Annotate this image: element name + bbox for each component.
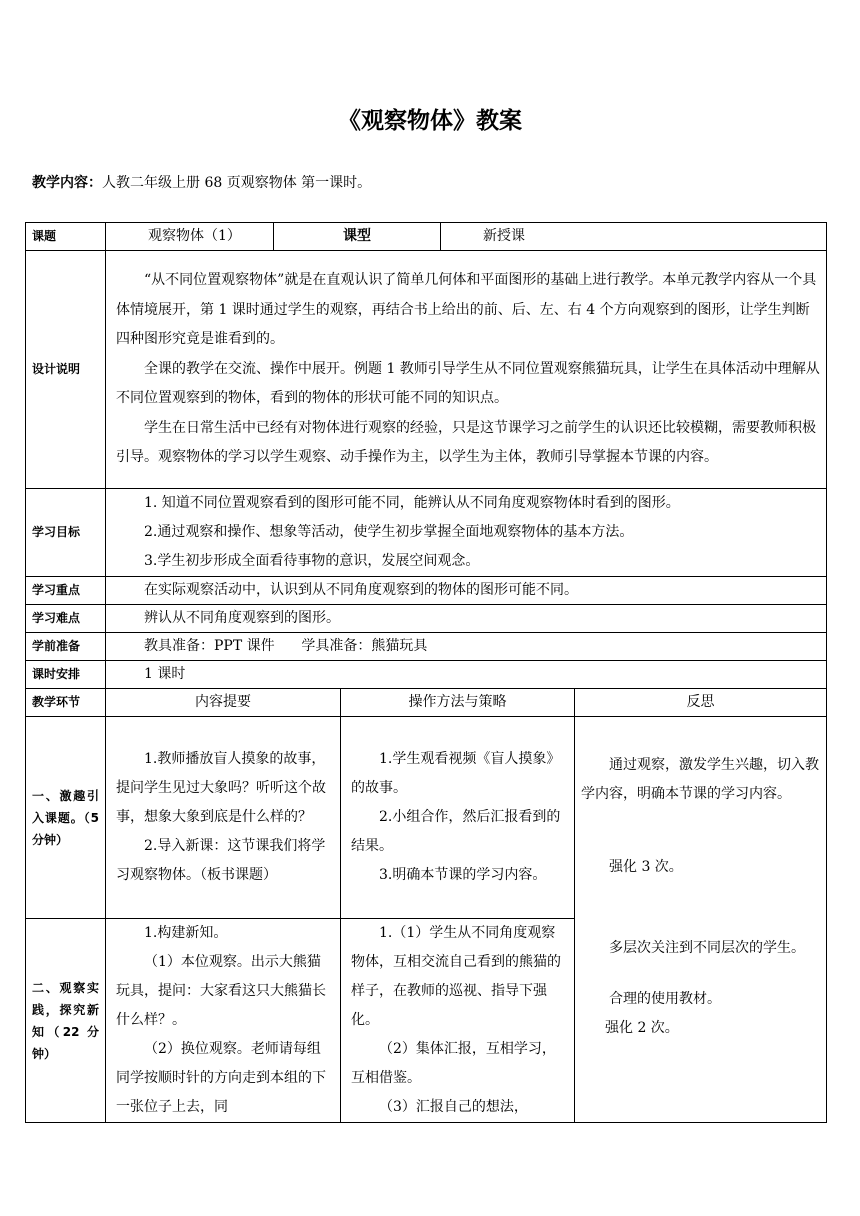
topic-value: 观察物体（1）: [106, 223, 274, 251]
stage2-method: [341, 919, 575, 1123]
stage1-method-item: 3.明确本节课的学习内容。: [379, 867, 547, 883]
stage-header: 教学环节: [26, 689, 106, 717]
reflection-item: 通过观察，激发学生兴趣，切入教学内容，明确本节课的学习内容。: [581, 757, 819, 802]
stage1-content-item: 1.教师播放盲人摸象的故事，提问学生见过大象吗？听听这个故事，想象大象到底是什么样的？: [116, 751, 326, 825]
teaching-content-text: 人教二年级上册 68 页观察物体 第一课时。: [102, 175, 372, 191]
difficulty-text: 辨认从不同角度观察到的图形。: [144, 610, 340, 626]
key-row: [26, 577, 827, 605]
hours-label: 课时安排: [26, 661, 106, 689]
prep-text: 教具准备：PPT 课件 学具准备：熊猫玩具: [144, 638, 428, 654]
stage1-content: [106, 717, 341, 919]
col-method-header: 操作方法与策略: [341, 689, 575, 717]
design-paragraph: 学生在日常生活中已经有对物体进行观察的经验，只是这节课学习之前学生的认识还比较模糊，需要教师积极引导。观察物体的学习以学生观察、动手操作为主，以学生为主体，教师引导掌握本节课的内容。: [116, 419, 816, 466]
design-label: 设计说明: [26, 251, 106, 489]
stage1-method: [341, 717, 575, 919]
key-text: 在实际观察活动中，认识到从不同角度观察到的物体的图形可能不同。: [144, 582, 578, 598]
stage2-content-item: （2）换位观察。老师请每组同学按顺时针的方向走到本组的下一张位子上去，同: [116, 1041, 326, 1115]
goals-row: [26, 489, 827, 577]
col-content-header: 内容提要: [106, 689, 341, 717]
stage2-name: 二、观察实践，探究新知（22 分钟）: [26, 919, 106, 1123]
goal-item: 3.学生初步形成全面看待事物的意识，发展空间观念。: [144, 553, 480, 569]
reflection-item: 多层次关注到不同层次的学生。: [609, 940, 805, 956]
reflection-item: 强化 3 次。: [609, 859, 683, 875]
key-label: 学习重点: [26, 577, 106, 605]
lesson-plan-table: [25, 222, 827, 1123]
document-title: 《观察物体》教案: [338, 108, 522, 134]
difficulty-row: [26, 605, 827, 633]
reflection-cell: [575, 717, 827, 1123]
stage1-method-item: 1.学生观看视频《盲人摸象》的故事。: [351, 751, 561, 796]
reflection-item: 强化 2 次。: [605, 1020, 679, 1036]
difficulty-label: 学习难点: [26, 605, 106, 633]
stage2-content-item: （1）本位观察。出示大熊猫玩具，提问：大家看这只大熊猫长什么样？。: [116, 954, 326, 1028]
stage2-content-item: 1.构建新知。: [144, 925, 228, 941]
goals-text: [106, 489, 827, 577]
stage2-method-item: （3）汇报自己的想法，: [379, 1099, 528, 1115]
topic-label: 课题: [26, 223, 106, 251]
stage1-name: 一、激趣引入课题。（5 分钟）: [26, 717, 106, 919]
stage2-content: [106, 919, 341, 1123]
prep-row: [26, 633, 827, 661]
reflection-item: 合理的使用教材。: [609, 991, 721, 1007]
type-label: 课型: [274, 223, 441, 251]
stage1-row: [26, 717, 827, 919]
topic-row: [26, 223, 827, 251]
stage1-content-item: 2.导入新课：这节课我们将学习观察物体。（板书课题）: [116, 838, 326, 883]
goal-item: 1. 知道不同位置观察看到的图形可能不同，能辨认从不同角度观察物体时看到的图形。: [144, 495, 680, 511]
stage2-method-item: （2）集体汇报，互相学习，互相借鉴。: [351, 1041, 556, 1086]
design-text: [106, 251, 827, 489]
teaching-content-line: [32, 172, 371, 192]
stage2-method-item: 1.（1）学生从不同角度观察物体，互相交流自己看到的熊猫的样子，在教师的巡视、指导下强化。: [351, 925, 561, 1028]
hours-row: [26, 661, 827, 689]
design-paragraph: “从不同位置观察物体”就是在直观认识了简单几何体和平面图形的基础上进行教学。本单元教学内容从一个具体情境展开，第 1 课时通过学生的观察，再结合书上给出的前、后、左、右 4 个方向观察到的图形，让学生判断四种图形究竟是谁看到的。: [116, 272, 817, 348]
stage-header-row: [26, 689, 827, 717]
col-reflect-header: 反思: [575, 689, 827, 717]
goal-item: 2.通过观察和操作、想象等活动，使学生初步掌握全面地观察物体的基本方法。: [144, 524, 634, 540]
design-row: [26, 251, 827, 489]
prep-label: 学前准备: [26, 633, 106, 661]
goals-label: 学习目标: [26, 489, 106, 577]
type-value: 新授课: [441, 223, 827, 251]
teaching-content-label: 教学内容：: [32, 175, 102, 191]
hours-text: 1 课时: [144, 666, 186, 682]
design-paragraph: 全课的教学在交流、操作中展开。例题 1 教师引导学生从不同位置观察熊猫玩具，让学生在具体活动中理解从不同位置观察到的物体，看到的物体的形状可能不同的知识点。: [116, 360, 820, 407]
stage1-method-item: 2.小组合作，然后汇报看到的结果。: [351, 809, 561, 854]
